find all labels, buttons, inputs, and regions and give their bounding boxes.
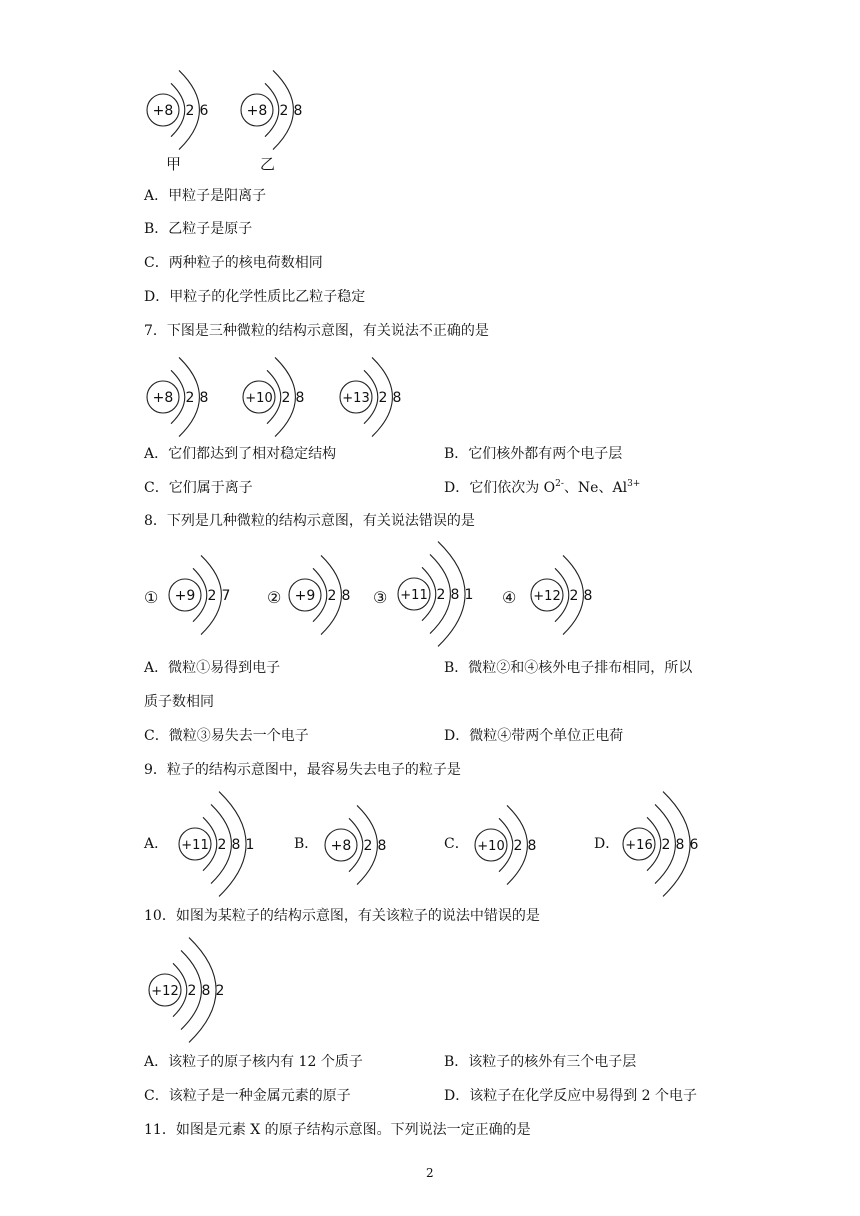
electron-count: 8 [201, 983, 211, 999]
electron-count: 8 [527, 838, 537, 854]
q8-option-d: D．微粒④带两个单位正电荷 [444, 728, 624, 744]
atom-diagram-q9-c [472, 805, 551, 885]
atom-structure-svg [144, 70, 223, 150]
electron-count: 8 [341, 588, 351, 604]
nucleus-charge: +10 [245, 391, 273, 406]
atom-diagram-q8-3 [395, 544, 488, 644]
atom-diagram-q7-3 [337, 357, 416, 437]
atom-structure-svg [146, 940, 239, 1040]
electron-count: 8 [293, 103, 303, 119]
nucleus-charge: +8 [246, 103, 268, 119]
q8-marker-1: ① [144, 588, 159, 607]
electron-count: 8 [450, 587, 460, 603]
electron-count: 8 [583, 588, 593, 604]
electron-count: 2 [569, 588, 579, 604]
nucleus-charge: +11 [400, 588, 428, 603]
q6-option-a: A．甲粒子是阳离子 [144, 188, 267, 204]
electron-count: 2 [378, 390, 388, 406]
nucleus-charge: +12 [533, 589, 561, 604]
q6-option-d: D．甲粒子的化学性质比乙粒子稳定 [144, 289, 366, 305]
atom-diagram-q9-a [176, 794, 269, 894]
atom-structure-svg [166, 555, 245, 635]
electron-count: 2 [279, 103, 289, 119]
q10-option-c: C．该粒子是一种金属元素的原子 [144, 1088, 351, 1104]
electron-count: 2 [281, 390, 291, 406]
nucleus-charge: +11 [181, 838, 209, 853]
electron-count: 1 [464, 587, 474, 603]
q11-stem: 11．如图是元素 X 的原子结构示意图。下列说法一定正确的是 [144, 1122, 531, 1138]
nucleus-charge: +16 [625, 838, 653, 853]
q6-option-c: C．两种粒子的核电荷数相同 [144, 255, 323, 271]
atom-structure-svg [238, 70, 317, 150]
electron-count: 1 [245, 837, 255, 853]
nucleus-charge: +8 [152, 103, 174, 119]
electron-count: 7 [221, 588, 231, 604]
q9-letter-a: A． [144, 836, 169, 852]
q7-stem: 7．下图是三种微粒的结构示意图，有关说法不正确的是 [144, 323, 489, 339]
nucleus-charge: +8 [152, 390, 174, 406]
electron-count: 2 [207, 588, 217, 604]
q7-option-a: A．它们都达到了相对稳定结构 [144, 446, 337, 462]
electron-count: 8 [377, 838, 387, 854]
electron-count: 2 [661, 837, 671, 853]
atom-diagram-q6-yi [238, 70, 317, 150]
q7-option-b: B．它们核外都有两个电子层 [444, 446, 623, 462]
atom-diagram-q10 [146, 940, 239, 1040]
nucleus-charge: +10 [477, 839, 505, 854]
atom-diagram-q6-jia [144, 70, 223, 150]
q10-option-b: B．该粒子的核外有三个电子层 [444, 1054, 637, 1070]
atom-structure-svg [472, 805, 551, 885]
q8-marker-3: ③ [373, 588, 388, 607]
electron-count: 8 [231, 837, 241, 853]
q8-marker-2: ② [267, 588, 282, 607]
electron-count: 2 [363, 838, 373, 854]
nucleus-charge: +13 [342, 391, 370, 406]
electron-count: 2 [513, 838, 523, 854]
q9-letter-d: D． [594, 836, 620, 852]
q7-option-d: D．它们依次为 $O^{2-}$、Ne、$Al^{3+}$ [444, 479, 641, 496]
label-jia: 甲 [166, 155, 182, 173]
atom-structure-svg [144, 357, 223, 437]
q9-letter-c: C． [444, 836, 469, 852]
atom-structure-svg [620, 794, 713, 894]
atom-structure-svg [322, 805, 401, 885]
atom-structure-svg [240, 357, 319, 437]
electron-count: 2 [436, 587, 446, 603]
electron-count: 2 [327, 588, 337, 604]
page-number: 2 [426, 1166, 434, 1180]
atom-diagram-q8-1 [166, 555, 245, 635]
q8-stem: 8．下列是几种微粒的结构示意图，有关说法错误的是 [144, 513, 475, 529]
electron-count: 8 [392, 390, 402, 406]
atom-diagram-q9-b [322, 805, 401, 885]
q8-option-b-cont: 质子数相同 [144, 694, 214, 710]
electron-count: 2 [215, 983, 225, 999]
nucleus-charge: +9 [174, 588, 196, 604]
electron-count: 2 [185, 103, 195, 119]
atom-diagram-q8-4 [528, 555, 607, 635]
electron-count: 8 [199, 390, 209, 406]
atom-diagram-q8-2 [286, 555, 365, 635]
atom-diagram-q7-1 [144, 357, 223, 437]
nucleus-charge: +9 [294, 588, 316, 604]
q10-stem: 10．如图为某粒子的结构示意图，有关该粒子的说法中错误的是 [144, 908, 540, 924]
q7-option-c: C．它们属于离子 [144, 480, 253, 496]
electron-count: 8 [295, 390, 305, 406]
q8-option-c: C．微粒③易失去一个电子 [144, 728, 309, 744]
atom-structure-svg [286, 555, 365, 635]
electron-count: 6 [199, 103, 209, 119]
atom-diagram-q9-d [620, 794, 713, 894]
q8-marker-4: ④ [502, 588, 517, 607]
q10-option-d: D．该粒子在化学反应中易得到 2 个电子 [444, 1088, 698, 1104]
atom-structure-svg [337, 357, 416, 437]
atom-structure-svg [176, 794, 269, 894]
q9-stem: 9．粒子的结构示意图中，最容易失去电子的粒子是 [144, 762, 461, 778]
electron-count: 2 [185, 390, 195, 406]
q10-option-a: A．该粒子的原子核内有 12 个质子 [144, 1054, 363, 1070]
label-yi: 乙 [260, 155, 276, 173]
q6-option-b: B．乙粒子是原子 [144, 221, 253, 237]
q8-option-a: A．微粒①易得到电子 [144, 660, 281, 676]
atom-structure-svg [395, 544, 488, 644]
nucleus-charge: +8 [330, 838, 352, 854]
nucleus-charge: +12 [151, 984, 179, 999]
electron-count: 6 [689, 837, 699, 853]
electron-count: 8 [675, 837, 685, 853]
electron-count: 2 [187, 983, 197, 999]
atom-diagram-q7-2 [240, 357, 319, 437]
q8-option-b: B．微粒②和④核外电子排布相同，所以 [444, 660, 693, 676]
electron-count: 2 [217, 837, 227, 853]
q9-letter-b: B． [294, 836, 319, 852]
atom-structure-svg [528, 555, 607, 635]
